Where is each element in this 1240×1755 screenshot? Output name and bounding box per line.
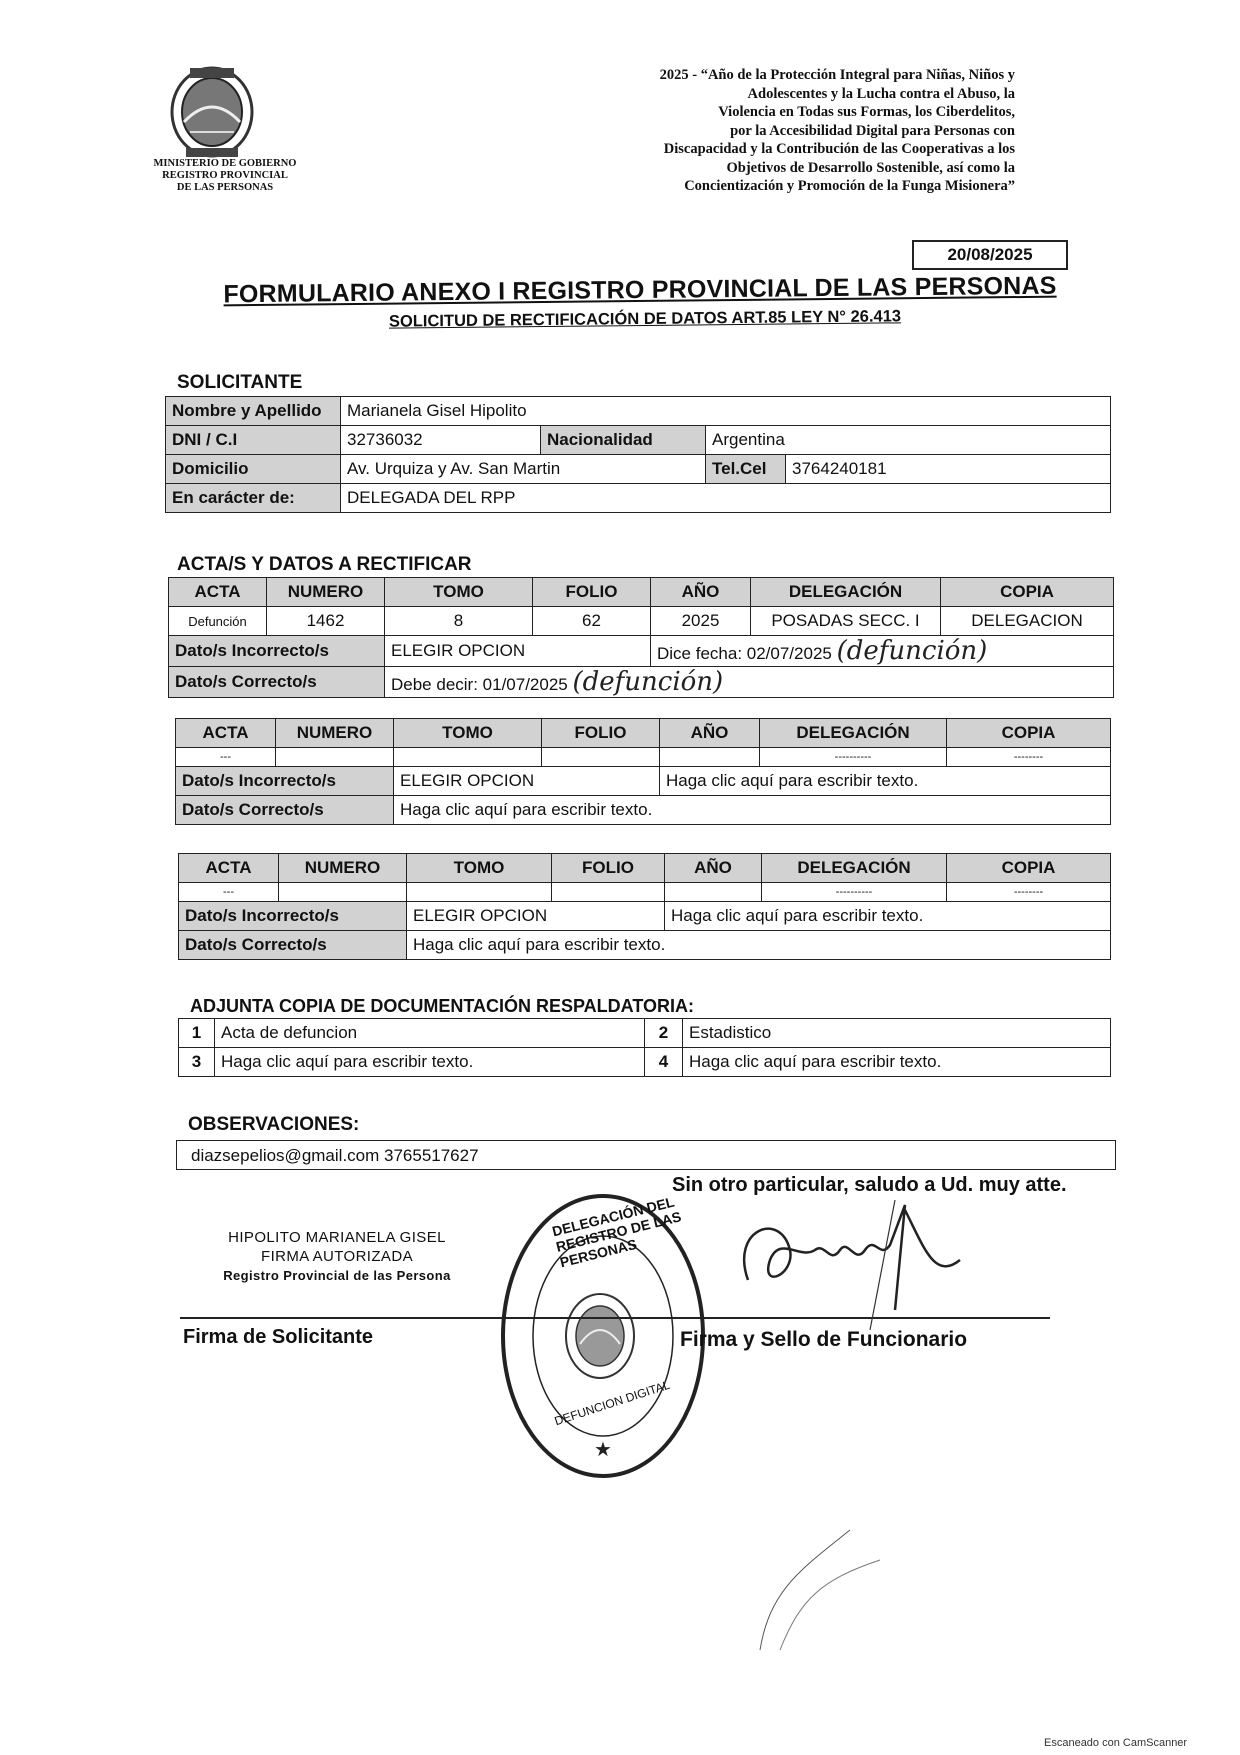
col-delegacion: DELEGACIÓN xyxy=(760,719,947,748)
tel-label: Tel.Cel xyxy=(706,455,786,484)
authorized-stamp xyxy=(222,1228,452,1285)
motto-line: Adolescentes y la Lucha contra el Abuso, la xyxy=(747,85,1015,102)
adjunta-item[interactable]: Estadistico xyxy=(683,1019,1111,1048)
col-copia: COPIA xyxy=(947,719,1111,748)
actas-heading: ACTA/S Y DATOS A RECTIFICAR xyxy=(177,554,472,575)
correct-text-field[interactable] xyxy=(385,667,1114,698)
acta-type[interactable]: --- xyxy=(176,748,276,767)
form-title: FORMULARIO ANEXO I REGISTRO PROVINCIAL DE LAS PERSONAS xyxy=(223,271,1057,309)
acta-anio[interactable] xyxy=(665,883,762,902)
motto-line: Discapacidad y la Contribución de las Cooperativas a los xyxy=(663,141,1015,157)
acta-copia[interactable]: -------- xyxy=(947,748,1111,767)
acta-delegacion[interactable]: POSADAS SECC. I xyxy=(751,607,941,636)
scanner-watermark: Escaneado con CamScanner xyxy=(1044,1737,1188,1749)
correct-text-field[interactable]: Haga clic aquí para escribir texto. xyxy=(407,931,1111,960)
adjunta-number: 3 xyxy=(179,1048,215,1077)
seal-inner-text: DEFUNCION DIGITAL xyxy=(552,1377,672,1429)
tel-field[interactable]: 3764240181 xyxy=(786,455,1111,484)
correct-label: Dato/s Correcto/s xyxy=(176,796,394,825)
motto-line: Objetivos de Desarrollo Sostenible, así como la xyxy=(726,159,1015,176)
acta-block-1 xyxy=(168,577,1114,698)
col-delegacion: DELEGACIÓN xyxy=(762,854,947,883)
acta-folio[interactable] xyxy=(552,883,665,902)
col-anio: AÑO xyxy=(651,578,751,607)
handwritten-signature xyxy=(720,1190,990,1340)
incorrect-option-select[interactable]: ELEGIR OPCION xyxy=(385,636,651,667)
motto-line: 2025 - “Año de la Protección Integral para Niñas, Niños y xyxy=(659,67,1015,83)
closing-text: Sin otro particular, saludo a Ud. muy atte. xyxy=(672,1174,1067,1196)
acta-anio[interactable] xyxy=(660,748,760,767)
acta-delegacion[interactable]: ---------- xyxy=(760,748,947,767)
domicilio-field[interactable]: Av. Urquiza y Av. San Martin xyxy=(341,455,706,484)
dni-label: DNI / C.I xyxy=(166,426,341,455)
col-folio: FOLIO xyxy=(542,719,660,748)
incorrect-text-field[interactable] xyxy=(651,636,1114,667)
col-numero: NUMERO xyxy=(279,854,407,883)
adjunta-item[interactable]: Haga clic aquí para escribir texto. xyxy=(683,1048,1111,1077)
col-numero: NUMERO xyxy=(276,719,394,748)
solicitante-table xyxy=(165,396,1111,513)
col-acta: ACTA xyxy=(179,854,279,883)
col-acta: ACTA xyxy=(169,578,267,607)
form-subtitle: SOLICITUD DE RECTIFICACIÓN DE DATOS ART.85 LEY N° 26.413 xyxy=(388,307,902,331)
adjunta-item[interactable]: Haga clic aquí para escribir texto. xyxy=(215,1048,645,1077)
observaciones-heading: OBSERVACIONES: xyxy=(188,1114,360,1135)
dni-field[interactable]: 32736032 xyxy=(341,426,541,455)
col-tomo: TOMO xyxy=(385,578,533,607)
domicilio-label: Domicilio xyxy=(166,455,341,484)
adjunta-number: 4 xyxy=(645,1048,683,1077)
caracter-label: En carácter de: xyxy=(166,484,341,513)
observaciones-field[interactable]: diazsepelios@gmail.com 3765517627 xyxy=(176,1140,1116,1170)
form-date[interactable]: 20/08/2025 xyxy=(912,240,1068,270)
motto-line: Violencia en Todas sus Formas, los Ciberdelitos, xyxy=(718,104,1015,120)
incorrect-label: Dato/s Incorrecto/s xyxy=(179,902,407,931)
handwritten-note: (defunción) xyxy=(572,667,724,697)
adjunta-number: 1 xyxy=(179,1019,215,1048)
col-copia: COPIA xyxy=(941,578,1114,607)
col-folio: FOLIO xyxy=(552,854,665,883)
ministry-name xyxy=(140,158,310,194)
acta-folio[interactable] xyxy=(542,748,660,767)
col-anio: AÑO xyxy=(665,854,762,883)
ministry-line: DE LAS PERSONAS xyxy=(176,182,274,193)
acta-numero[interactable] xyxy=(279,883,407,902)
incorrect-label: Dato/s Incorrecto/s xyxy=(176,767,394,796)
motto-line: Concientización y Promoción de la Funga Misionera” xyxy=(684,178,1015,194)
col-anio: AÑO xyxy=(660,719,760,748)
acta-type[interactable]: --- xyxy=(179,883,279,902)
col-tomo: TOMO xyxy=(394,719,542,748)
adjunta-number: 2 xyxy=(645,1019,683,1048)
incorrect-text-field[interactable]: Haga clic aquí para escribir texto. xyxy=(665,902,1111,931)
seal-outer-text: DELEGACIÓN DEL REGISTRO DE LAS PERSONAS xyxy=(550,1193,683,1271)
col-acta: ACTA xyxy=(176,719,276,748)
acta-copia[interactable]: -------- xyxy=(947,883,1111,902)
pen-marks xyxy=(740,1500,900,1660)
solicitante-heading: SOLICITANTE xyxy=(177,372,303,393)
acta-tomo[interactable] xyxy=(394,748,542,767)
ministry-line: REGISTRO PROVINCIAL xyxy=(162,170,288,181)
col-copia: COPIA xyxy=(947,854,1111,883)
nacionalidad-label: Nacionalidad xyxy=(541,426,706,455)
col-tomo: TOMO xyxy=(407,854,552,883)
firma-funcionario-label: Firma y Sello de Funcionario xyxy=(680,1328,968,1351)
correct-text-field[interactable]: Haga clic aquí para escribir texto. xyxy=(394,796,1111,825)
correct-text: Debe decir: 01/07/2025 xyxy=(391,675,568,694)
stamp-role: FIRMA AUTORIZADA xyxy=(261,1248,413,1265)
stamp-office: Registro Provincial de las Persona xyxy=(223,1268,451,1283)
acta-numero[interactable] xyxy=(276,748,394,767)
acta-anio[interactable]: 2025 xyxy=(651,607,751,636)
handwritten-note: (defunción) xyxy=(836,636,988,666)
incorrect-text: Dice fecha: 02/07/2025 xyxy=(657,644,832,663)
col-numero: NUMERO xyxy=(267,578,385,607)
year-motto xyxy=(520,66,1015,196)
acta-block-3 xyxy=(178,853,1111,960)
nombre-label: Nombre y Apellido xyxy=(166,397,341,426)
col-delegacion: DELEGACIÓN xyxy=(751,578,941,607)
acta-numero[interactable]: 1462 xyxy=(267,607,385,636)
correct-label: Dato/s Correcto/s xyxy=(179,931,407,960)
adjunta-item[interactable]: Acta de defuncion xyxy=(215,1019,645,1048)
acta-block-2 xyxy=(175,718,1111,825)
firma-solicitante-label: Firma de Solicitante xyxy=(183,1326,374,1348)
ministry-line: MINISTERIO DE GOBIERNO xyxy=(153,158,297,169)
nacionalidad-field[interactable]: Argentina xyxy=(706,426,1111,455)
col-folio: FOLIO xyxy=(533,578,651,607)
acta-copia[interactable]: DELEGACION xyxy=(941,607,1114,636)
correct-label: Dato/s Correcto/s xyxy=(169,667,385,698)
svg-text:★: ★ xyxy=(594,1439,612,1461)
acta-tomo[interactable] xyxy=(407,883,552,902)
stamp-name: HIPOLITO MARIANELA GISEL xyxy=(228,1229,446,1246)
nombre-field[interactable]: Marianela Gisel Hipolito xyxy=(341,397,1111,426)
acta-tomo[interactable]: 8 xyxy=(385,607,533,636)
adjunta-table xyxy=(178,1018,1111,1077)
incorrect-text-field[interactable]: Haga clic aquí para escribir texto. xyxy=(660,767,1111,796)
incorrect-option-select[interactable]: ELEGIR OPCION xyxy=(407,902,665,931)
acta-delegacion[interactable]: ---------- xyxy=(762,883,947,902)
incorrect-label: Dato/s Incorrecto/s xyxy=(169,636,385,667)
caracter-field[interactable]: DELEGADA DEL RPP xyxy=(341,484,1111,513)
province-shield-logo xyxy=(160,62,270,162)
acta-folio[interactable]: 62 xyxy=(533,607,651,636)
incorrect-option-select[interactable]: ELEGIR OPCION xyxy=(394,767,660,796)
motto-line: por la Accesibilidad Digital para Personas con xyxy=(730,122,1015,139)
acta-type[interactable]: Defunción xyxy=(169,607,267,636)
adjunta-heading: ADJUNTA COPIA DE DOCUMENTACIÓN RESPALDATORIA: xyxy=(190,996,694,1016)
